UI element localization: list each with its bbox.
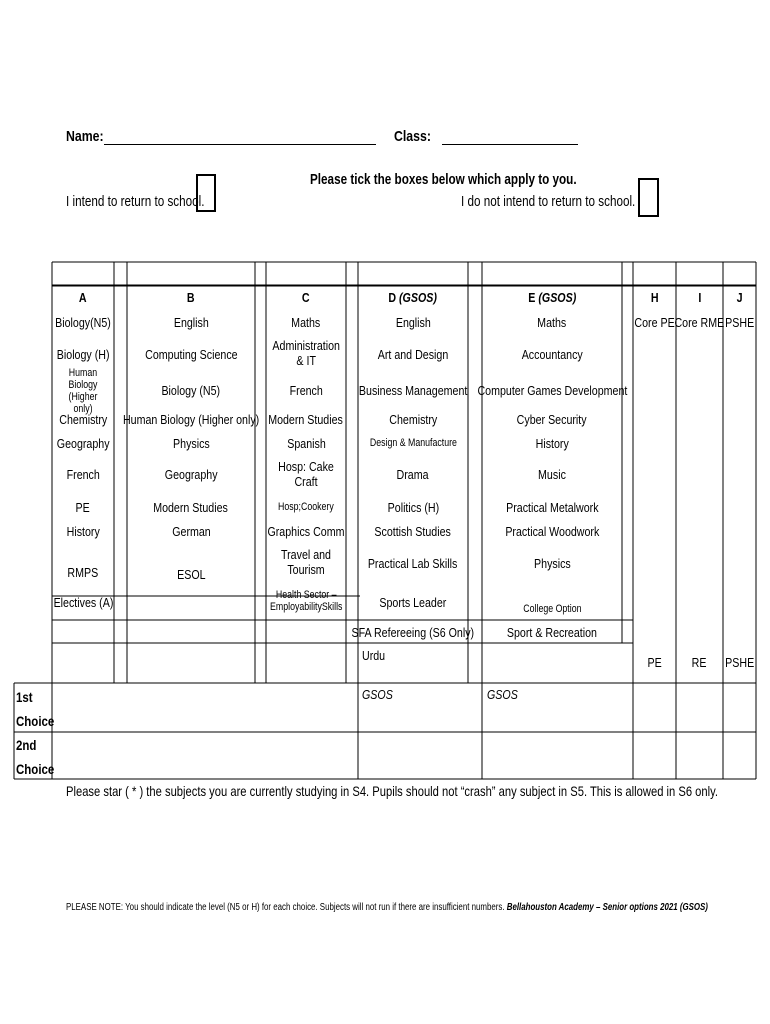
- col-a-item: Biology (H): [56, 346, 110, 362]
- col-e-item: Maths: [537, 314, 567, 330]
- col-j-item: PSHE: [724, 314, 755, 330]
- header-d: D (GSOS): [388, 289, 438, 305]
- header-e: E (GSOS): [528, 289, 576, 305]
- col-b-item: Human Biology (Higher only): [122, 411, 260, 427]
- star-note: Please star ( * ) the subjects you are currently studying in S4. Pupils should not “crash” any subject in S5. This is allowed in S6 only.: [66, 783, 718, 799]
- return-label: I intend to return to school.: [66, 193, 205, 210]
- col-i-item: RE: [692, 654, 707, 670]
- col-e-item: College Option: [522, 603, 582, 615]
- col-c-item: Graphics Comm: [267, 523, 345, 539]
- col-a-item: Geography: [56, 435, 110, 451]
- col-e-item: Computer Games Development: [477, 382, 627, 398]
- col-e-item: Practical Metalwork: [505, 499, 599, 515]
- col-e-item: Accountancy: [521, 346, 583, 362]
- footer-note: PLEASE NOTE: You should indicate the level (N5 or H) for each choice. Subjects will not run if there are insufficient numbers. Bellahouston Academy – Senior options 2021 (GSOS): [66, 902, 708, 913]
- col-c-item: Health Sector – EmployabilitySkills: [269, 589, 343, 613]
- col-b-item: English: [173, 314, 209, 330]
- col-b-item: Modern Studies: [153, 499, 229, 515]
- col-e-item: Music: [538, 466, 566, 482]
- class-label: Class:: [394, 128, 431, 145]
- col-a-item: Electives (A): [53, 594, 113, 610]
- col-d-item: Business Management: [358, 382, 468, 398]
- col-d-item: Scottish Studies: [374, 523, 452, 539]
- col-b-item: Biology (N5): [161, 382, 221, 398]
- col-a-item: Human Biology (Higher only): [68, 367, 98, 415]
- col-c-item: Administration & IT: [272, 338, 340, 368]
- header-i: I: [698, 289, 701, 305]
- col-d-item: Sports Leader: [379, 594, 447, 610]
- col-d-item: Design & Manufacture: [369, 437, 457, 449]
- header-b: B: [187, 289, 195, 305]
- first-choice-field[interactable]: [52, 684, 358, 731]
- col-a-item: History: [66, 523, 100, 539]
- footer-brand: Bellahouston Academy – Senior options 2021 (GSOS): [506, 902, 708, 913]
- header-c: C: [302, 289, 310, 305]
- col-c-item: French: [289, 382, 323, 398]
- col-c-item: Maths: [291, 314, 321, 330]
- col-b-item: Physics: [172, 435, 210, 451]
- col-c-item: Travel and Tourism: [281, 547, 331, 577]
- col-a-item: PE: [75, 499, 91, 515]
- col-h-item: PE: [647, 654, 662, 670]
- name-label: Name:: [66, 128, 104, 145]
- col-a-item: Chemistry: [59, 411, 107, 427]
- col-c-item: Hosp: Cake Craft: [278, 459, 334, 489]
- col-a-item: French: [66, 466, 100, 482]
- header-j: J: [736, 289, 743, 305]
- col-d-item: Drama: [396, 466, 429, 482]
- col-d-item: Politics (H): [387, 499, 439, 515]
- col-d-item: English: [395, 314, 431, 330]
- second-choice-field[interactable]: [52, 733, 358, 778]
- col-c-item: Hosp;Cookery: [278, 501, 334, 513]
- col-e-item: Cyber Security: [517, 411, 587, 427]
- noreturn-label: I do not intend to return to school.: [461, 193, 636, 210]
- col-d-item: SFA Refereeing (S6 Only): [351, 624, 475, 640]
- col-b-item: ESOL: [176, 566, 206, 582]
- col-a-item: RMPS: [67, 564, 99, 580]
- col-b-item: Geography: [164, 466, 218, 482]
- col-d-gsos: GSOS: [362, 687, 393, 702]
- col-e-item: Practical Woodwork: [504, 523, 599, 539]
- col-c-item: Modern Studies: [268, 411, 344, 427]
- col-b-item: German: [171, 523, 211, 539]
- instruction-text: Please tick the boxes below which apply to you.: [310, 171, 577, 188]
- col-b-item: Computing Science: [144, 346, 238, 362]
- header-h: H: [650, 289, 659, 305]
- col-d-item: Chemistry: [389, 411, 437, 427]
- col-j-item: PSHE: [724, 654, 755, 670]
- col-i-item: Core RME: [674, 314, 725, 330]
- first-choice-label: 1st Choice: [16, 689, 55, 729]
- col-c-item: Spanish: [286, 435, 326, 451]
- col-a-item: Biology(N5): [55, 314, 111, 330]
- col-e-item: Sport & Recreation: [506, 624, 598, 640]
- col-d-item: Urdu: [362, 648, 386, 663]
- col-e-gsos: GSOS: [487, 687, 518, 702]
- header-a: A: [79, 289, 87, 305]
- col-e-item: Physics: [533, 555, 571, 571]
- second-choice-label: 2nd Choice: [16, 737, 55, 777]
- col-d-item: Art and Design: [377, 346, 449, 362]
- col-h-item: Core PE: [634, 314, 675, 330]
- col-e-item: History: [535, 435, 569, 451]
- col-d-item: Practical Lab Skills: [368, 555, 458, 571]
